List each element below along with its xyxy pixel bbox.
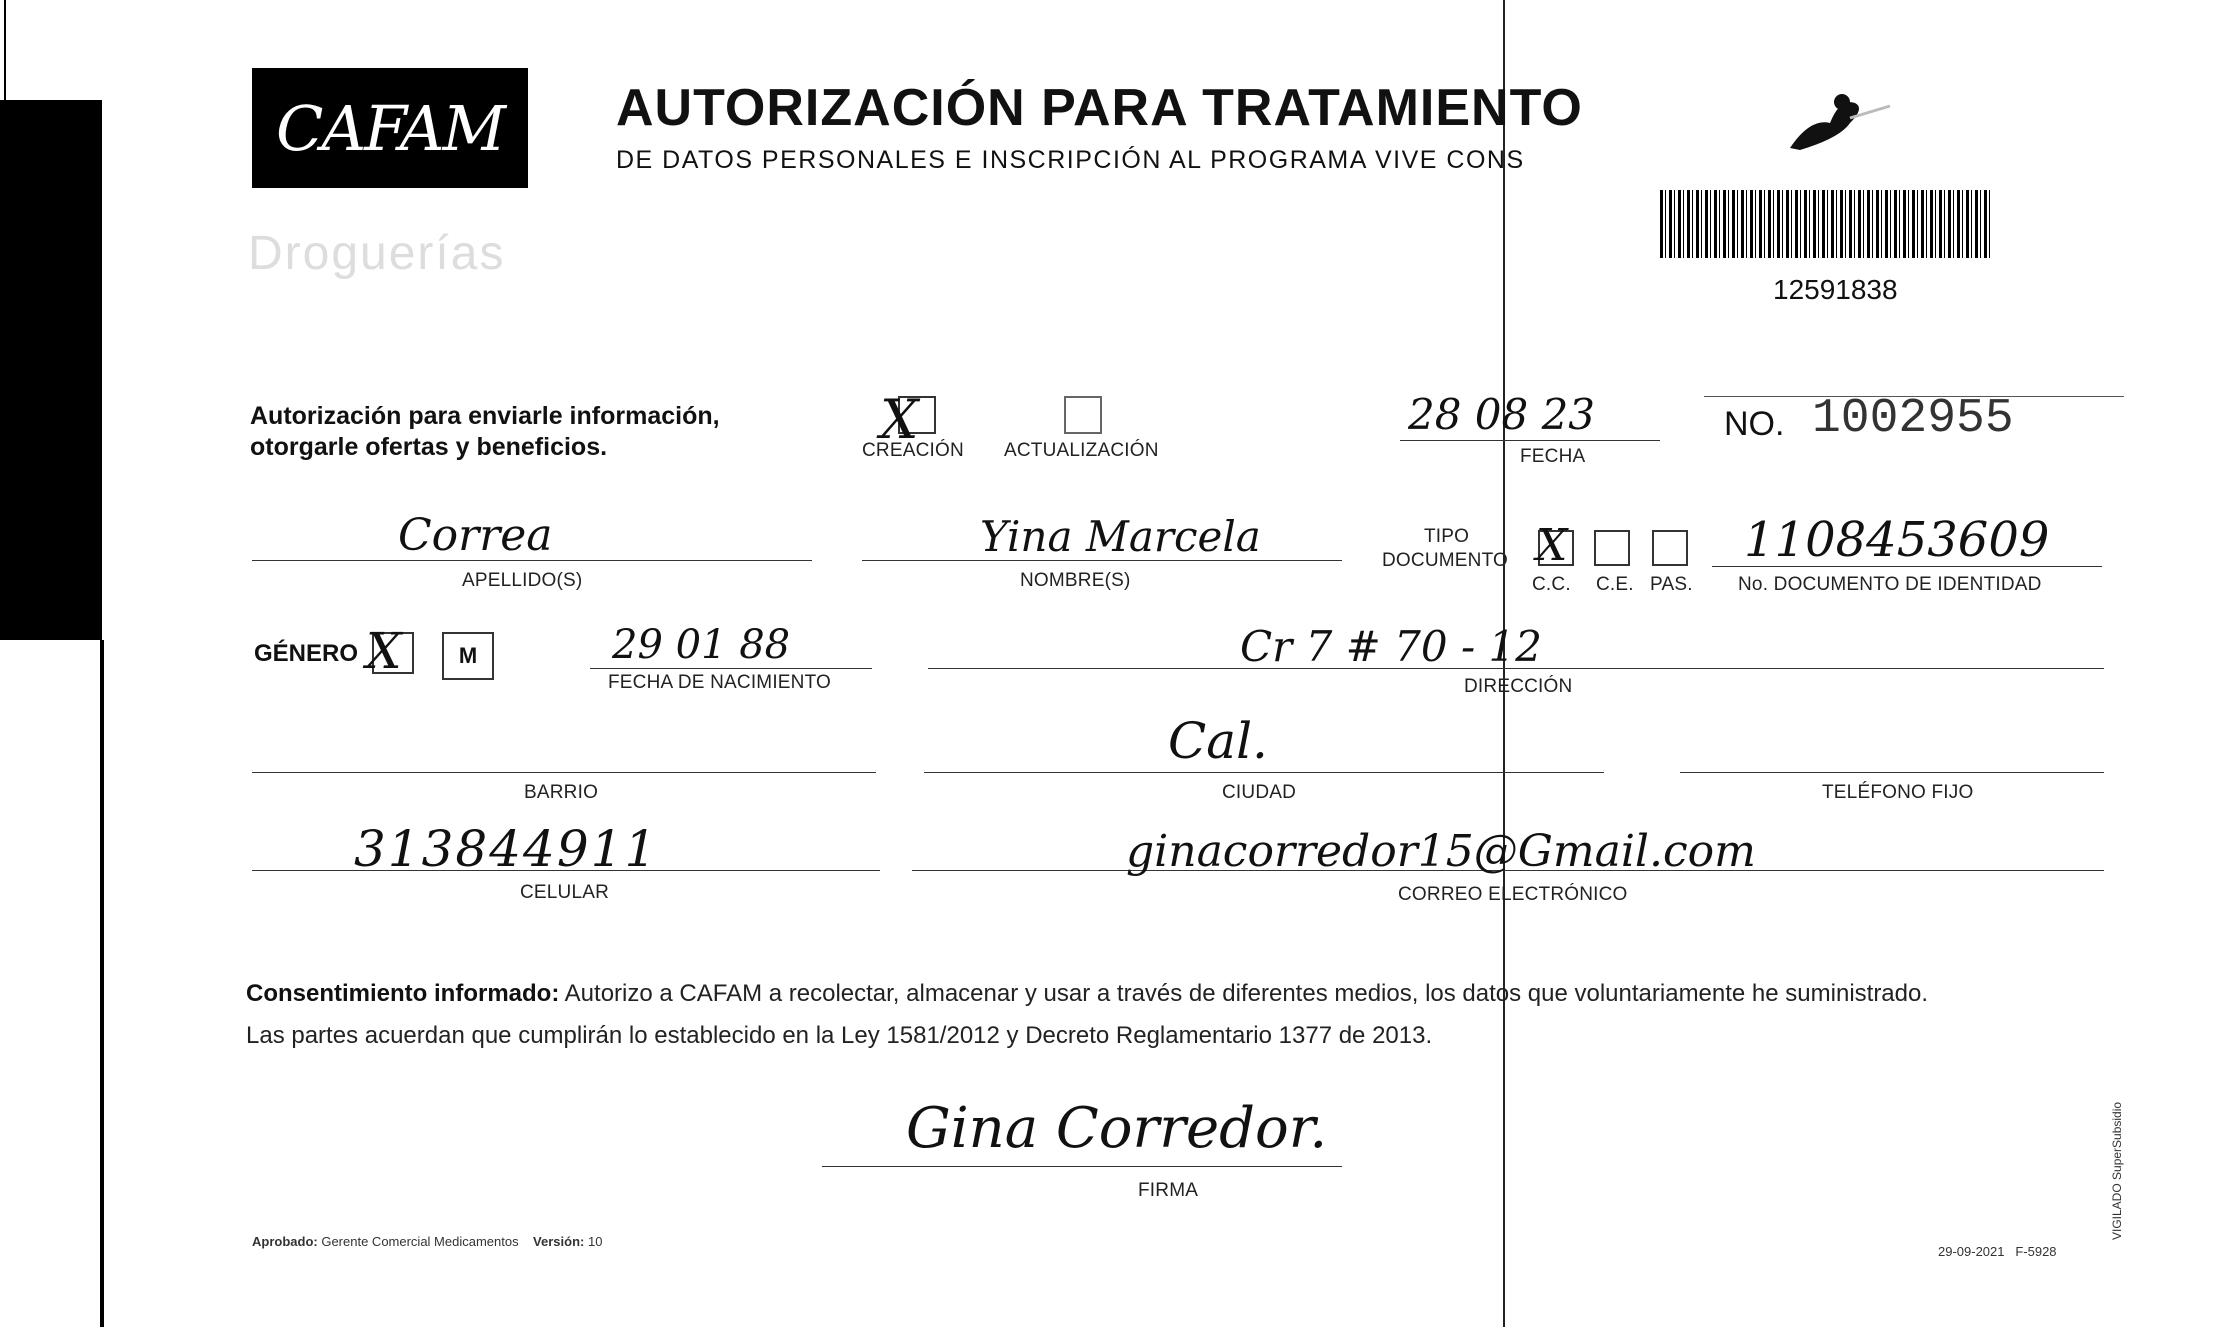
fecha-line — [1400, 440, 1660, 441]
scan-left-edge — [100, 640, 104, 1327]
doc-number-label: No. DOCUMENTO DE IDENTIDAD — [1738, 574, 2042, 595]
ciudad-value: Cal. — [1168, 712, 1268, 770]
no-label: NO. — [1724, 405, 1785, 443]
correo-label: CORREO ELECTRÓNICO — [1398, 884, 1628, 905]
birth-value: 29 01 88 — [612, 622, 791, 668]
consent-bold: Consentimiento informado: — [246, 980, 560, 1007]
fecha-label: FECHA — [1520, 446, 1586, 467]
telefono-label: TELÉFONO FIJO — [1822, 782, 1974, 803]
no-line — [1704, 396, 2124, 397]
nombre-value: Yina Marcela — [980, 512, 1261, 561]
cafam-logo — [252, 68, 528, 188]
scan-left-thin-line — [4, 0, 6, 320]
genero-m-label: M — [458, 643, 478, 668]
actualizacion-checkbox[interactable] — [1064, 396, 1102, 434]
direccion-label: DIRECCIÓN — [1464, 676, 1573, 697]
birth-label: FECHA DE NACIMIENTO — [608, 672, 832, 693]
fecha-value: 28 08 23 — [1408, 390, 1596, 439]
creacion-mark: X — [880, 388, 919, 451]
pas-label: PAS. — [1650, 574, 1693, 595]
cc-label: C.C. — [1532, 574, 1571, 595]
genero-mark: X — [366, 622, 402, 680]
aprobado-label: Aprobado: — [252, 1234, 318, 1249]
correo-value: ginacorredor15@Gmail.com — [1126, 826, 1756, 877]
genero-label: GÉNERO — [254, 640, 359, 667]
telefono-line — [1680, 772, 2104, 773]
version-label: Versión: — [533, 1234, 585, 1249]
apellido-label: APELLIDO(S) — [462, 570, 583, 591]
celular-label: CELULAR — [520, 882, 610, 903]
ce-checkbox[interactable] — [1594, 530, 1630, 566]
celular-value: 313844911 — [354, 820, 659, 878]
footer-side-text: VIGILADO SuperSubsidio — [2110, 1101, 2124, 1240]
consent-line-2: Las partes acuerdan que cumplirán lo establecido en la Ley 1581/2012 y Decreto Reglamentario 1377 de 2013. — [246, 1022, 1433, 1049]
version-value: 10 — [587, 1234, 603, 1249]
barrio-line — [252, 772, 876, 773]
barrio-label: BARRIO — [524, 782, 599, 803]
pas-checkbox[interactable] — [1652, 530, 1688, 566]
genero-m-checkbox[interactable] — [442, 632, 494, 680]
consent-line-1 — [246, 980, 1928, 1008]
form-subtitle: DE DATOS PERSONALES E INSCRIPCIÓN AL PROGRAMA VIVE CONS — [616, 146, 1525, 174]
ciudad-label: CIUDAD — [1222, 782, 1297, 803]
direccion-value: Cr 7 # 70 - 12 — [1240, 622, 1542, 671]
signature-label: FIRMA — [1138, 1180, 1199, 1201]
logo-subtitle: Droguerías — [248, 227, 506, 280]
logo-text: CAFAM — [275, 91, 505, 165]
ciudad-line — [924, 772, 1604, 773]
creacion-label: CREACIÓN — [862, 440, 964, 461]
ce-label: C.E. — [1596, 574, 1634, 595]
actualizacion-label: ACTUALIZACIÓN — [1004, 440, 1159, 461]
intro-text-1: Autorización para enviarle información, — [250, 402, 720, 430]
nombre-label: NOMBRE(S) — [1020, 570, 1131, 591]
signature-line — [822, 1166, 1342, 1167]
cc-mark: X — [1536, 520, 1568, 571]
tipo-label-1: TIPO — [1424, 526, 1470, 547]
footer-date-code: 29-09-2021 F-5928 — [1938, 1244, 2057, 1259]
consent-text-1: Autorizo a CAFAM a recolectar, almacenar y usar a través de diferentes medios, los datos que voluntariamente he suministrado. — [559, 980, 1929, 1007]
barcode-number: 12591838 — [1773, 274, 1898, 305]
birth-line — [590, 668, 872, 669]
doc-number-value: 1108453609 — [1744, 512, 2050, 568]
signature-value: Gina Corredor. — [906, 1096, 1328, 1161]
no-value: 1002955 — [1812, 392, 2014, 446]
bird-logo-icon — [1780, 78, 1900, 158]
footer-approval — [252, 1234, 602, 1249]
tipo-label-2: DOCUMENTO — [1382, 550, 1509, 571]
aprobado-value: Gerente Comercial Medicamentos — [321, 1234, 519, 1249]
intro-text-2: otorgarle ofertas y beneficios. — [250, 433, 608, 461]
form-title: AUTORIZACIÓN PARA TRATAMIENTO — [616, 79, 1583, 137]
apellido-value: Correa — [398, 510, 553, 561]
scan-left-bar — [0, 100, 102, 640]
barcode — [1660, 190, 1990, 258]
